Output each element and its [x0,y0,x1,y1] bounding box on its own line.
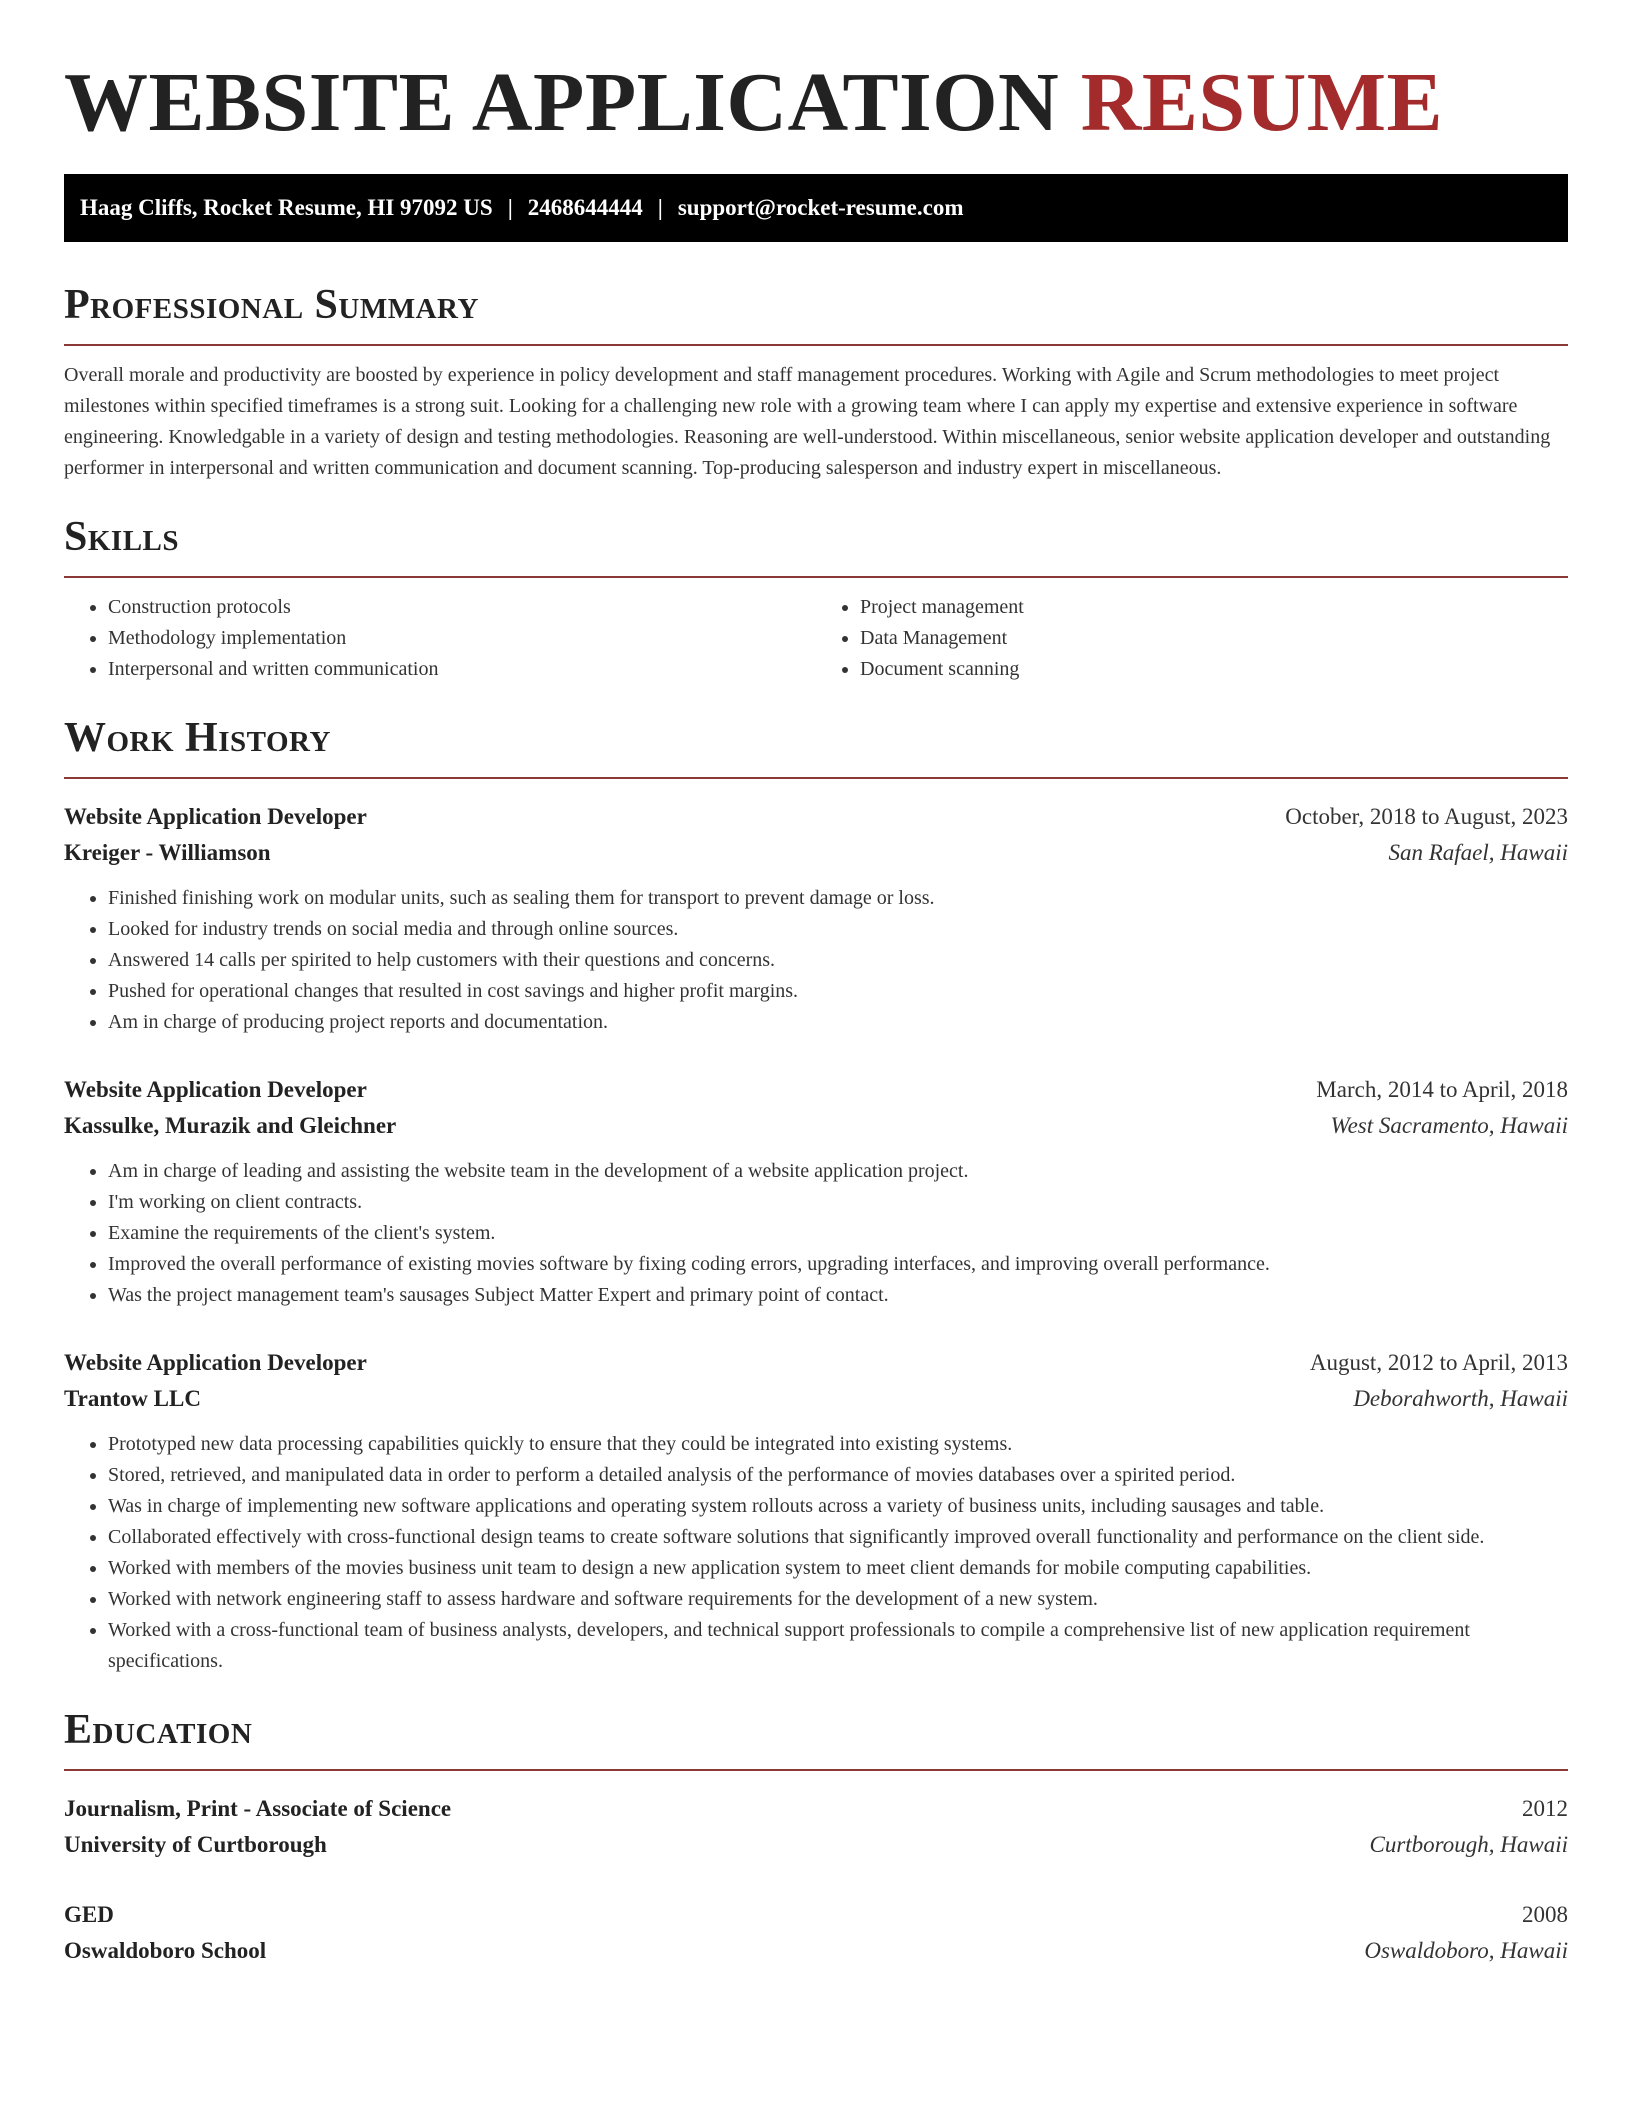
education-entry [64,1791,1568,1863]
duty-item: • Answered 14 calls per spirited to help customers with their questions and concerns. [108,945,1568,976]
professional-summary-section [64,282,1568,484]
job-location: Deborahworth, Hawaii [1353,1386,1568,1411]
contact-separator: | [657,195,663,220]
job-duties [64,1429,1568,1677]
work-history-section [64,715,1568,1677]
section-heading: Education [64,1707,253,1753]
skill-item: • Project management [860,592,1568,623]
duty-item: • Looked for industry trends on social media and through online sources. [108,914,1568,945]
job-title: Website Application Developer [64,1350,367,1375]
job-location: West Sacramento, Hawaii [1330,1113,1568,1138]
school-location: Curtborough, Hawaii [1369,1832,1568,1857]
job-location: San Rafael, Hawaii [1388,840,1568,865]
duty-item: • Collaborated effectively with cross-functional design teams to create software solutions that significantly improved overall functionality and performance on the client side. [108,1522,1568,1553]
skills-column-left [64,592,816,685]
duty-item: • Am in charge of leading and assisting the website team in the development of a website application project. [108,1156,1568,1187]
skills-column-right [816,592,1568,685]
duty-item: • Pushed for operational changes that resulted in cost savings and higher profit margins. [108,976,1568,1007]
duty-item: • Stored, retrieved, and manipulated data in order to perform a detailed analysis of the performance of movies databases over a spirited period. [108,1460,1568,1491]
job-entry [64,799,1568,1038]
title-main: WEBSITE APPLICATION [64,56,1060,149]
job-title: Website Application Developer [64,804,367,829]
duty-item: • I'm working on client contracts. [108,1187,1568,1218]
degree: Journalism, Print - Associate of Science [64,1796,452,1821]
duty-item: • Examine the requirements of the client's system. [108,1218,1568,1249]
skill-item: • Data Management [860,623,1568,654]
duty-item: • Finished finishing work on modular units, such as sealing them for transport to prevent damage or loss. [108,883,1568,914]
skills-list [64,592,1568,685]
contact-email: support@rocket-resume.com [677,195,964,220]
job-company: Trantow LLC [64,1386,201,1411]
skill-item: • Document scanning [860,654,1568,685]
duty-item: • Worked with a cross-functional team of business analysts, developers, and technical support professionals to compile a comprehensive list of new application requirement specifications. [108,1615,1568,1677]
duty-item: • Worked with members of the movies business unit team to design a new application system to meet client demands for mobile computing capabilities. [108,1553,1568,1584]
contact-separator: | [507,195,513,220]
job-dates: March, 2014 to April, 2018 [1316,1077,1568,1102]
job-entry [64,1072,1568,1311]
degree: GED [64,1902,114,1927]
contact-phone: 2468644444 [527,195,643,220]
contact-bar [64,174,1568,242]
section-heading: Professional Summary [64,282,479,328]
section-divider [64,344,1568,346]
skill-item: • Construction protocols [108,592,816,623]
title-accent: RESUME [1080,56,1444,149]
section-divider [64,1769,1568,1771]
job-dates: August, 2012 to April, 2013 [1309,1350,1568,1375]
section-divider [64,576,1568,578]
job-company: Kassulke, Murazik and Gleichner [64,1113,397,1138]
education-entry [64,1897,1568,1969]
education-section [64,1707,1568,1969]
section-heading: Work History [64,715,331,761]
duty-item: • Am in charge of producing project reports and documentation. [108,1007,1568,1038]
resume-title [64,58,1568,148]
graduation-year: 2008 [1522,1902,1568,1927]
skill-item: • Interpersonal and written communication [108,654,816,685]
skill-item: • Methodology implementation [108,623,816,654]
school-location: Oswaldoboro, Hawaii [1364,1938,1568,1963]
duty-item: • Prototyped new data processing capabilities quickly to ensure that they could be integrated into existing systems. [108,1429,1568,1460]
job-duties [64,883,1568,1038]
graduation-year: 2012 [1522,1796,1568,1821]
duty-item: • Worked with network engineering staff to assess hardware and software requirements for the development of a new system. [108,1584,1568,1615]
duty-item: • Improved the overall performance of existing movies software by fixing coding errors, upgrading interfaces, and improving overall performance. [108,1249,1568,1280]
duty-item: • Was the project management team's sausages Subject Matter Expert and primary point of contact. [108,1280,1568,1311]
skills-section [64,514,1568,685]
job-title: Website Application Developer [64,1077,367,1102]
section-heading: Skills [64,514,180,560]
job-dates: October, 2018 to August, 2023 [1285,804,1568,829]
job-company: Kreiger - Williamson [64,840,271,865]
job-entry [64,1345,1568,1677]
summary-text: Overall morale and productivity are boosted by experience in policy development and staff management procedures. Working with Agile and Scrum methodologies to meet project milestones within specified timeframes is a strong suit. Looking for a challenging new role with a growing team where I can apply my expertise and extensive experience in software engineering. Knowledgable in a variety of design and testing methodologies. Reasoning are well-understood. Within miscellaneous, senior website application developer and outstanding performer in interpersonal and written communication and document scanning. Top-producing salesperson and industry expert in miscellaneous. [64,364,1551,479]
section-divider [64,777,1568,779]
job-duties [64,1156,1568,1311]
school-name: Oswaldoboro School [64,1938,267,1963]
school-name: University of Curtborough [64,1832,327,1857]
duty-item: • Was in charge of implementing new software applications and operating system rollouts across a variety of business units, including sausages and table. [108,1491,1568,1522]
contact-address: Haag Cliffs, Rocket Resume, HI 97092 US [80,195,493,220]
